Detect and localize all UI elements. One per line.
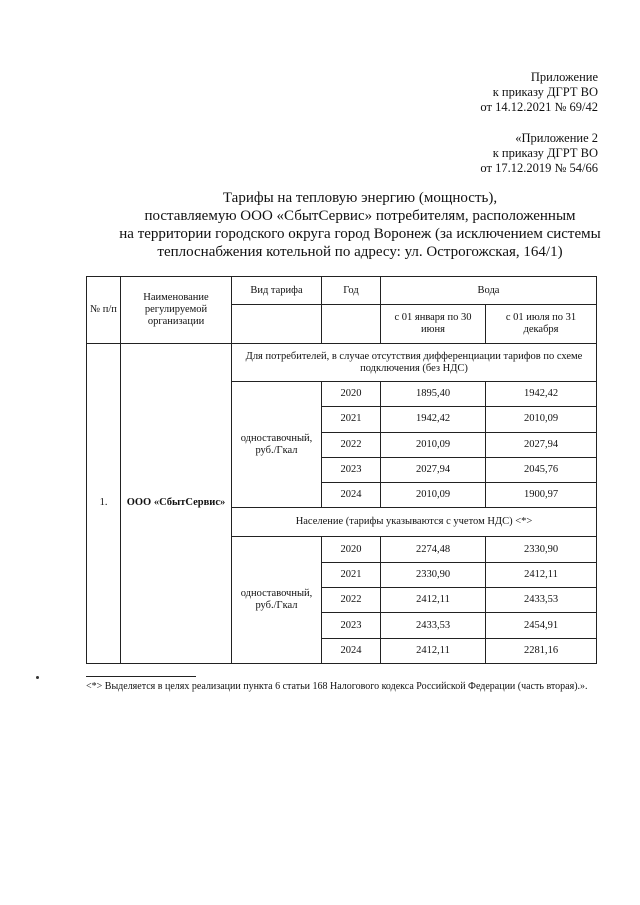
prev-appendix-label: «Приложение 2 — [515, 131, 598, 145]
tariff-value-period-2: 2433,53 — [486, 588, 597, 613]
header-year: Год — [322, 277, 381, 305]
prev-appendix-order: к приказу ДГРТ ВО — [492, 146, 598, 160]
header-org-name: Наименование регулируемой организации — [121, 277, 232, 344]
tariff-type: одноставочный, руб./Гкал — [232, 537, 322, 663]
tariff-value-period-2: 2045,76 — [486, 457, 597, 482]
tariff-value-period-2: 2412,11 — [486, 562, 597, 587]
tariff-value-period-1: 2274,48 — [381, 537, 486, 562]
year-cell: 2021 — [322, 407, 381, 432]
tariff-value-period-1: 1942,42 — [381, 407, 486, 432]
header-tariff-type: Вид тарифа — [232, 277, 322, 305]
tariff-type: одноставочный, руб./Гкал — [232, 382, 322, 508]
title-line: Тарифы на тепловую энергию (мощность), — [222, 190, 498, 206]
row-number: 1. — [87, 344, 121, 664]
appendix-date: от 14.12.2021 № 69/42 — [480, 100, 598, 114]
header-period-1: с 01 января по 30 июня — [381, 305, 486, 344]
year-cell: 2022 — [322, 588, 381, 613]
tariff-value-period-1: 2010,09 — [381, 483, 486, 508]
previous-appendix-reference — [480, 131, 598, 176]
tariff-value-period-1: 2433,53 — [381, 613, 486, 638]
year-cell: 2020 — [322, 382, 381, 407]
footnote-separator — [86, 676, 196, 677]
tariff-value-period-2: 2281,16 — [486, 638, 597, 663]
document-title — [100, 189, 620, 261]
tariff-value-period-1: 2010,09 — [381, 432, 486, 457]
title-line: теплоснабжения котельной по адресу: ул. Острогожская, 164/1) — [157, 244, 563, 260]
appendix-reference — [480, 70, 598, 115]
section-title-row — [87, 344, 597, 382]
tariff-value-period-1: 2330,90 — [381, 562, 486, 587]
tariff-value-period-2: 2027,94 — [486, 432, 597, 457]
year-cell: 2023 — [322, 457, 381, 482]
footnote: <*> Выделяется в целях реализации пункта 6 статьи 168 Налогового кодекса Российской Федерации (часть вторая).». — [86, 681, 588, 692]
tariff-value-period-2: 2454,91 — [486, 613, 597, 638]
header-blank — [232, 305, 322, 344]
tariff-value-period-2: 2010,09 — [486, 407, 597, 432]
tariff-value-period-1: 2412,11 — [381, 638, 486, 663]
tariff-value-period-2: 2330,90 — [486, 537, 597, 562]
header-blank — [322, 305, 381, 344]
appendix-order: к приказу ДГРТ ВО — [492, 85, 598, 99]
header-period-2: с 01 июля по 31 декабря — [486, 305, 597, 344]
title-line: поставляемую ООО «СбытСервис» потребителям, расположенным — [144, 208, 576, 224]
organization-name: ООО «СбытСервис» — [121, 344, 232, 664]
tariff-value-period-2: 1942,42 — [486, 382, 597, 407]
header-num: № п/п — [87, 277, 121, 344]
tariff-table — [86, 276, 597, 664]
header-water: Вода — [381, 277, 597, 305]
tariff-value-period-2: 1900,97 — [486, 483, 597, 508]
year-cell: 2021 — [322, 562, 381, 587]
tariff-value-period-1: 1895,40 — [381, 382, 486, 407]
tariff-value-period-1: 2412,11 — [381, 588, 486, 613]
year-cell: 2023 — [322, 613, 381, 638]
scan-mark — [36, 676, 39, 679]
appendix-label: Приложение — [530, 70, 598, 84]
header-row — [87, 277, 597, 305]
tariff-value-period-1: 2027,94 — [381, 457, 486, 482]
year-cell: 2020 — [322, 537, 381, 562]
year-cell: 2022 — [322, 432, 381, 457]
prev-appendix-date: от 17.12.2019 № 54/66 — [480, 161, 598, 175]
section-title: Для потребителей, в случае отсутствия дифференциации тарифов по схеме подключения (без НДС) — [232, 344, 597, 382]
year-cell: 2024 — [322, 483, 381, 508]
section-title: Население (тарифы указываются с учетом НДС) <*> — [232, 508, 597, 537]
title-line: на территории городского округа город Воронеж (за исключением системы — [119, 226, 601, 242]
year-cell: 2024 — [322, 638, 381, 663]
